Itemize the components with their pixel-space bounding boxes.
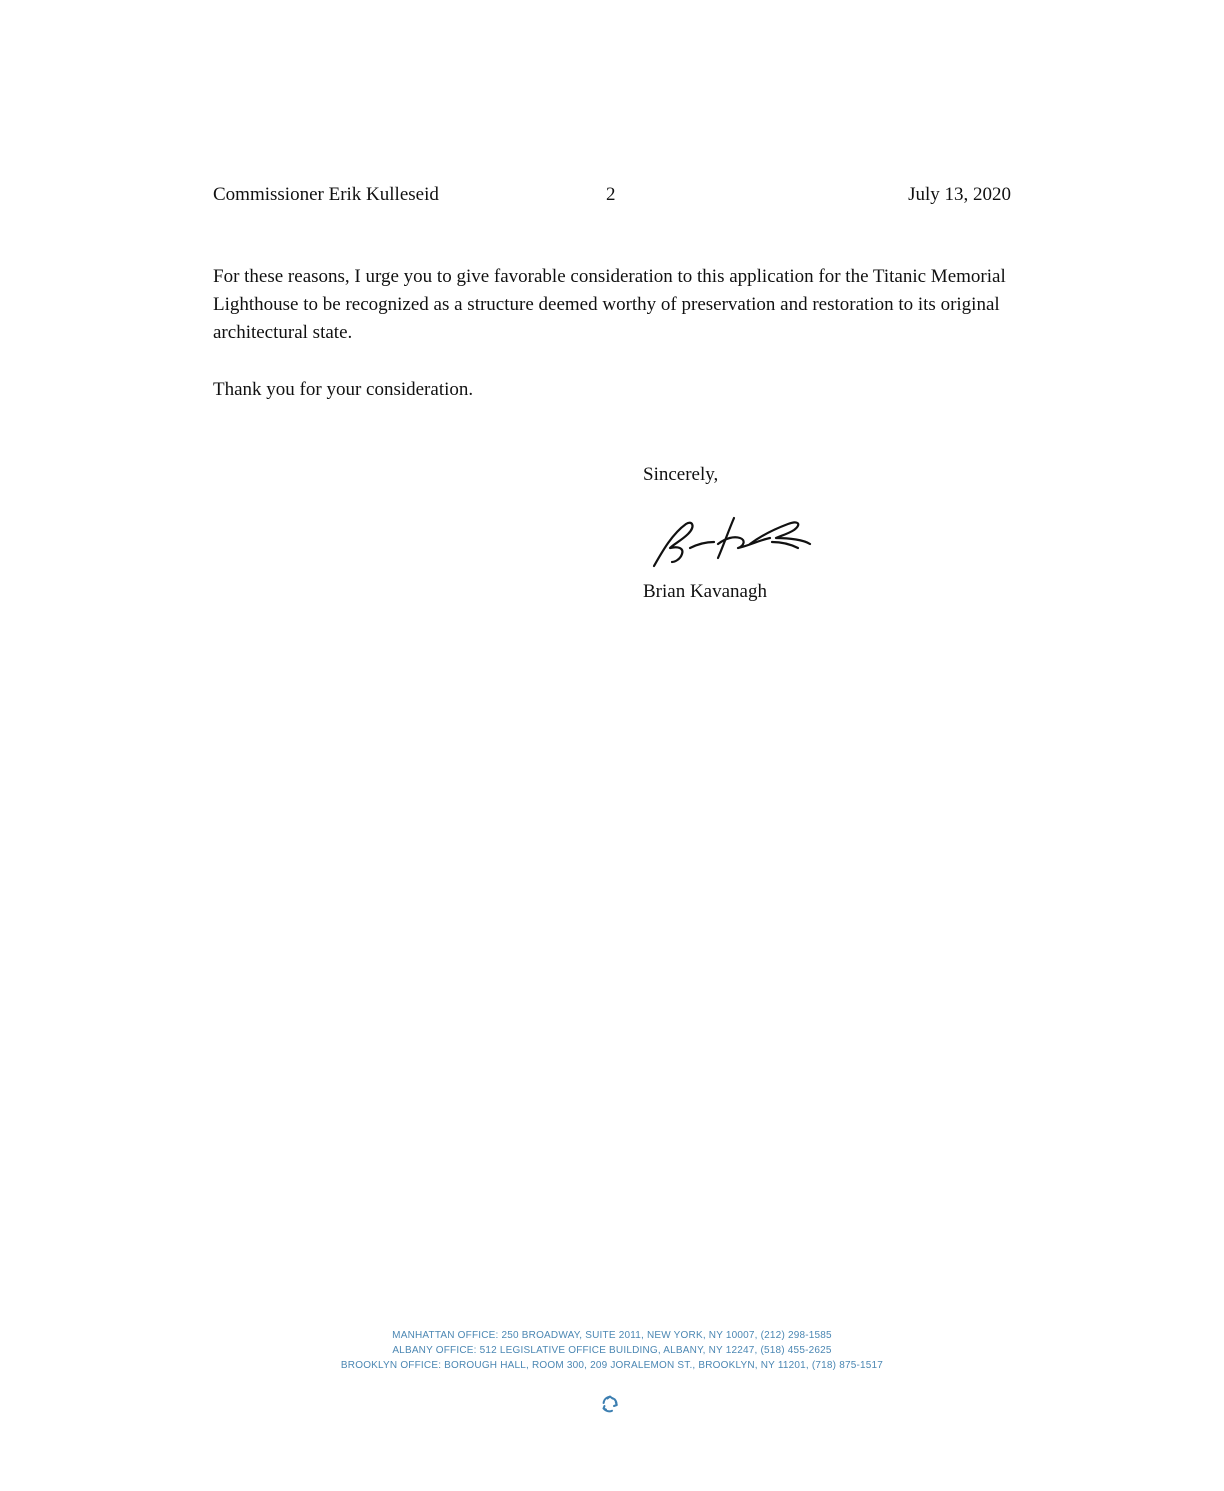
footer-albany-office: ALBANY OFFICE: 512 LEGISLATIVE OFFICE BUILDING, ALBANY, NY 12247, (518) 455-2625 (392, 1345, 832, 1356)
body-paragraph-1: For these reasons, I urge you to give favorable consideration to this application for the Titanic Memorial Lighthouse to be recognized as a structure deemed worthy of preservation and restoration to its original architectural state. (213, 266, 1006, 343)
recycle-icon (600, 1394, 620, 1414)
header-page-number: 2 (606, 184, 616, 205)
letter-header (213, 182, 1011, 208)
footer-manhattan-office: MANHATTAN OFFICE: 250 BROADWAY, SUITE 2011, NEW YORK, NY 10007, (212) 298-1585 (392, 1330, 832, 1341)
closing-salutation: Sincerely, (643, 464, 719, 485)
letterhead-footer (0, 1328, 1224, 1373)
header-date: July 13, 2020 (908, 184, 1011, 205)
header-recipient: Commissioner Erik Kulleseid (213, 184, 439, 205)
body-paragraph-2: Thank you for your consideration. (213, 379, 474, 400)
signer-name: Brian Kavanagh (643, 581, 767, 602)
signature-image (648, 508, 820, 574)
footer-brooklyn-office: BROOKLYN OFFICE: BOROUGH HALL, ROOM 300, 209 JORALEMON ST., BROOKLYN, NY 11201, (718) 875-1517 (340, 1360, 884, 1371)
